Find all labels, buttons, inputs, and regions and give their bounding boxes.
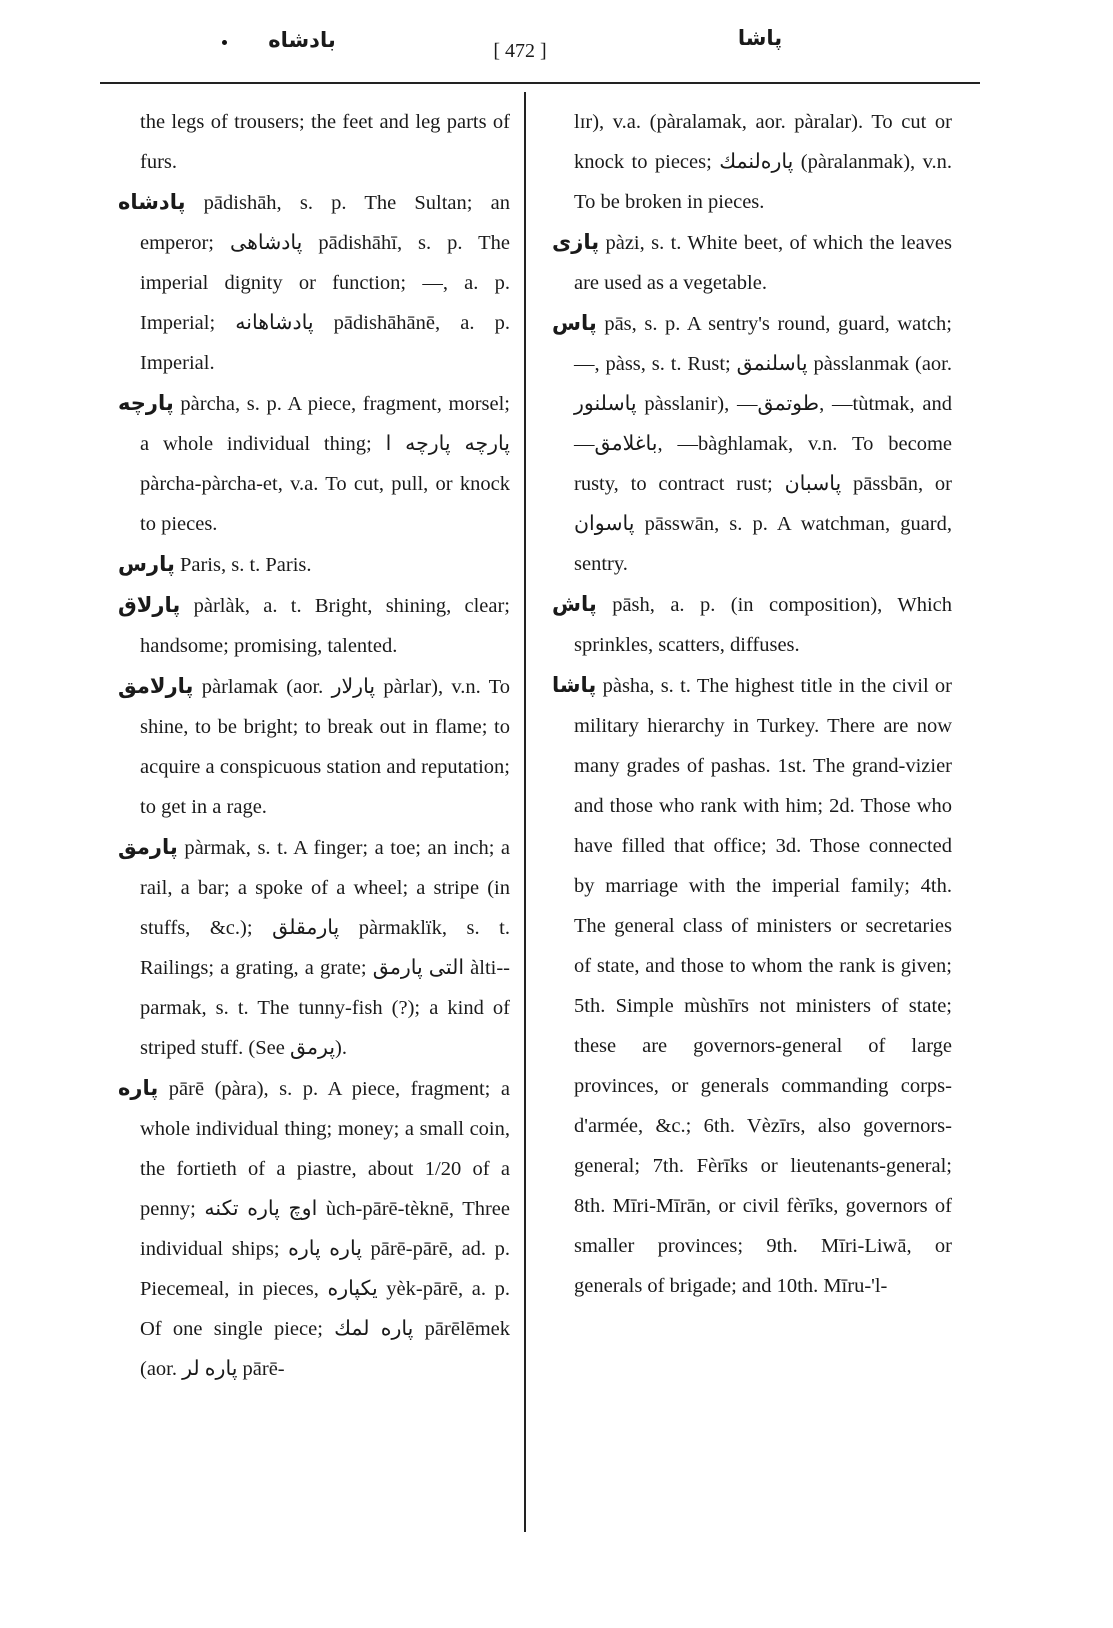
entry-headword: پازی bbox=[552, 230, 600, 254]
entry-headword: پارلاق bbox=[118, 593, 181, 617]
entry-text: the legs of trousers; the feet and leg parts of furs. bbox=[140, 111, 510, 173]
dictionary-entry bbox=[552, 303, 952, 584]
dictionary-entry bbox=[118, 383, 510, 544]
entry-headword: پادشاه bbox=[118, 190, 186, 214]
entry-headword: پاش bbox=[552, 592, 597, 616]
entry-headword: پاره bbox=[118, 1076, 159, 1100]
entry-headword: پاس bbox=[552, 311, 597, 335]
column-divider bbox=[524, 92, 526, 1532]
dictionary-entry bbox=[552, 665, 952, 1306]
dictionary-entry bbox=[118, 666, 510, 827]
entry-headword: پارس bbox=[118, 552, 175, 576]
entry-headword: پارلامق bbox=[118, 674, 194, 698]
entry-text: pàrcha, s. p. A piece, fragment, morsel; a whole individual thing; پارچه پارچه ا pàrcha-pàrcha-et, v.a. To cut, pull, or knock to pieces. bbox=[140, 393, 511, 535]
dictionary-entry bbox=[552, 584, 952, 665]
page-number: [ 472 ] bbox=[493, 40, 547, 62]
entry-text: pāsh, a. p. (in composition), Which sprinkles, scatters, diffuses. bbox=[574, 594, 953, 656]
dictionary-entry bbox=[118, 544, 510, 585]
dictionary-entry bbox=[118, 827, 510, 1068]
dictionary-continuation bbox=[552, 102, 952, 222]
entry-text: pàrlàk, a. t. Bright, shining, clear; handsome; promising, talented. bbox=[140, 595, 511, 657]
entry-text: pārē (pàra), s. p. A piece, fragment; a whole individual thing; money; a small coin, the fortieth of a piastre, about 1/20 of a penny; اوچ پاره تکنه ùch-pārē-tèknē, Three individual ships; پاره پاره pārē-pārē, ad. p. Piecemeal, in pieces, یکپاره yèk-pārē, a. p. Of one single piece; پاره لمك pārēlēmek (aor. پاره لر pārē- bbox=[140, 1078, 511, 1380]
entry-text: pàsha, s. t. The highest title in the civil or military hierarchy in Turkey. There are now many grades of pashas. 1st. The grand-vizier and those who rank with him; 2d. Those who have filled that office; 3d. Those connected by marriage with the imperial family; 4th. The general class of ministers or secretaries of state, and those to whom the rank is given; 5th. Simple mùshīrs not ministers of state; these are governors-general of large provinces, or generals commanding corps-d'armée, &c.; 6th. Vèzīrs, also governors-general; 7th. Fèrīks or lieutenants-general; 8th. Mīri-Mīrān, or civil fèrīks, governors of smaller provinces; 9th. Mīri-Liwā, or generals of brigade; and 10th. Mīru-'l- bbox=[574, 675, 953, 1297]
header-dot bbox=[222, 40, 227, 45]
entry-text: lɪr), v.a. (pàralamak, aor. pàralar). To cut or knock to pieces; پارەلنمك (pàralanmak), v.n. To be broken in pieces. bbox=[574, 111, 952, 213]
entry-headword: پاشا bbox=[552, 673, 597, 697]
dictionary-entry bbox=[118, 182, 510, 383]
right-column bbox=[552, 102, 952, 1306]
dictionary-entry bbox=[552, 222, 952, 303]
entry-text: pās, s. p. A sentry's round, guard, watch; —, pàss, s. t. Rust; پاسلنمق pàsslanmak (aor. پاسلنور pàsslanir), —طوتمق, —tùtmak, and —باغلامق, —bàghlamak, v.n. To become rusty, to contract rust; پاسبان pāssbān, or پاسوان pāsswān, s. p. A watchman, guard, sentry. bbox=[574, 313, 952, 575]
left-column bbox=[118, 102, 510, 1389]
running-head-right: پاشا bbox=[737, 26, 783, 50]
entry-headword: پارچه bbox=[118, 391, 174, 415]
entry-text: pàrlamak (aor. پارلار pàrlar), v.n. To shine, to be bright; to break out in flame; to acquire a conspicuous station and reputation; to get in a rage. bbox=[140, 676, 511, 818]
entry-text: pàzi, s. t. White beet, of which the leaves are used as a vegetable. bbox=[574, 232, 953, 294]
dictionary-entry bbox=[118, 1068, 510, 1389]
entry-text: pādishāh, s. p. The Sultan; an emperor; پادشاهی pādishāhī, s. p. The imperial dignity or function; —, a. p. Imperial; پادشاهانه pādishāhānē, a. p. Imperial. bbox=[140, 192, 510, 374]
dictionary-entry bbox=[118, 585, 510, 666]
entry-headword: پارمق bbox=[118, 835, 178, 859]
entry-text: pàrmak, s. t. A finger; a toe; an inch; a rail, a bar; a spoke of a wheel; a stripe (in stuffs, &c.); پارمقلق pàrmaklïk, s. t. Railings; a grating, a grate; التی پارمق àlti--parmak, s. t. The tunny-fish (?); a kind of striped stuff. (See پرمق). bbox=[140, 837, 511, 1059]
entry-text: Paris, s. t. Paris. bbox=[179, 554, 312, 576]
running-head-left: بادشاه bbox=[268, 28, 336, 52]
dictionary-continuation bbox=[118, 102, 510, 182]
header-rule bbox=[100, 82, 980, 84]
